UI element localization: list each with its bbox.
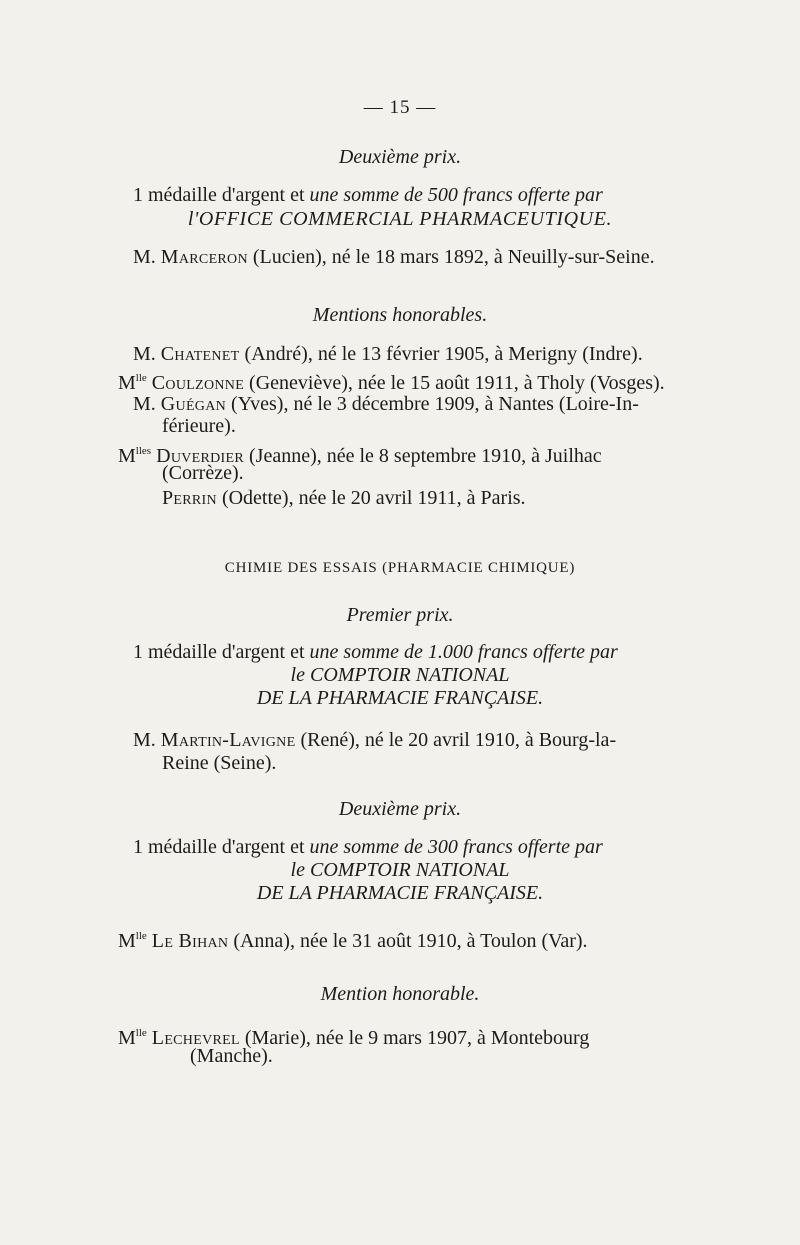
laureate-details: (Anna), née le 31 août 1910, à Toulon (Var). <box>228 930 588 952</box>
laureate-entry <box>118 924 588 953</box>
award-organization: DE LA PHARMACIE FRANÇAISE. <box>256 882 544 904</box>
laureate-entry <box>162 486 526 510</box>
award-organization: DE LA PHARMACIE FRANÇAISE. <box>256 687 544 709</box>
laureate-title: M. <box>133 393 156 415</box>
laureate-details: (Lucien), né le 18 mars 1892, à Neuilly-sur-Seine. <box>247 246 655 268</box>
laureate-title: $M^{lles}$ <box>118 445 152 467</box>
laureate-title: $M^{lle}$ <box>118 1027 147 1049</box>
award-organization: le COMPTOIR NATIONAL <box>290 859 510 881</box>
laureate-entry <box>133 728 616 752</box>
laureate-entry <box>118 1021 589 1050</box>
laureate-surname: Martin-Lavigne <box>160 729 296 751</box>
laureate-details: (René), né le 20 avril 1910, à Bourg-la- <box>295 729 617 751</box>
award-organization: l'OFFICE COMMERCIAL PHARMACEUTIQUE. <box>187 208 613 230</box>
award-text-italic: une somme de 500 francs offerte par <box>309 184 603 206</box>
laureate-surname: Guégan <box>160 393 227 415</box>
laureate-details: (Marie), née le 9 mars 1907, à Montebourg <box>239 1027 590 1049</box>
section-title: CHIMIE DES ESSAIS (PHARMACIE CHIMIQUE) <box>224 560 576 576</box>
laureate-details-continued: (Manche). <box>190 1045 273 1067</box>
laureate-details: (Jeanne), née le 8 septembre 1910, à Juilhac <box>244 445 602 467</box>
award-text-italic: une somme de 300 francs offerte par <box>309 836 603 858</box>
laureate-entry <box>133 342 643 366</box>
award-text: 1 médaille d'argent et <box>133 836 310 858</box>
laureate-surname: Coulzonne <box>151 372 245 394</box>
laureate-entry <box>133 245 655 269</box>
laureate-surname: Perrin <box>162 487 217 509</box>
award-line <box>133 183 603 207</box>
section-heading: Mention honorable. <box>320 983 480 1005</box>
laureate-details-continued: (Corrèze). <box>162 462 244 484</box>
laureate-details: (Yves), né le 3 décembre 1909, à Nantes (Loire-In- <box>226 393 639 415</box>
section-heading: Deuxième prix. <box>338 146 462 168</box>
laureate-surname: Chatenet <box>160 343 240 365</box>
award-text: 1 médaille d'argent et <box>133 641 310 663</box>
section-heading: Deuxième prix. <box>338 798 462 820</box>
laureate-surname: Marceron <box>160 246 248 268</box>
award-text-italic: une somme de 1.000 francs offerte par <box>309 641 618 663</box>
laureate-details-continued: Reine (Seine). <box>162 752 277 774</box>
laureate-title: $M^{lle}$ <box>118 930 147 952</box>
laureate-details: (Geneviève), née le 15 août 1911, à Tholy (Vosges). <box>244 372 665 394</box>
laureate-entry <box>133 392 639 416</box>
page-number: — 15 — <box>363 97 437 118</box>
laureate-title: M. <box>133 729 156 751</box>
laureate-details: (Odette), née le 20 avril 1911, à Paris. <box>216 487 526 509</box>
award-line <box>133 835 603 859</box>
laureate-surname: Le Bihan <box>151 930 229 952</box>
section-heading: Premier prix. <box>346 604 454 626</box>
award-text: 1 médaille d'argent et <box>133 184 310 206</box>
laureate-title: M. <box>133 246 156 268</box>
laureate-title: $M^{lle}$ <box>118 372 147 394</box>
laureate-surname: Lechevrel <box>151 1027 240 1049</box>
laureate-details-continued: férieure). <box>162 415 236 437</box>
laureate-surname: Duverdier <box>156 445 244 467</box>
award-line <box>133 640 618 664</box>
laureate-title: M. <box>133 343 156 365</box>
section-heading: Mentions honorables. <box>312 304 488 326</box>
laureate-entry <box>118 366 665 395</box>
laureate-details: (André), né le 13 février 1905, à Merigny (Indre). <box>239 343 643 365</box>
award-organization: le COMPTOIR NATIONAL <box>290 664 510 686</box>
